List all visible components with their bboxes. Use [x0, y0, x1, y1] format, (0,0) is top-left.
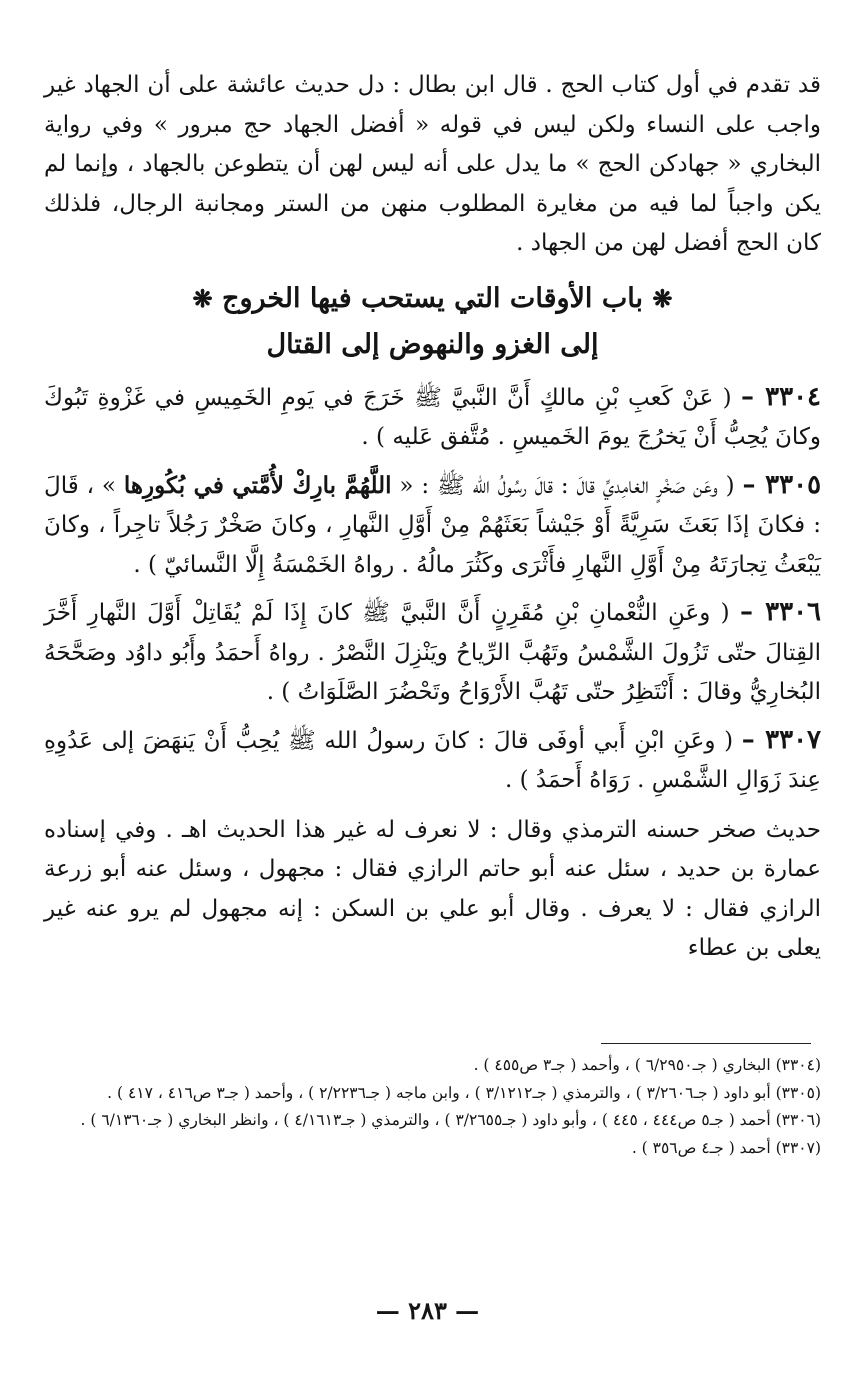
hadith-text: ( وعَن صَخْرٍ الغامِديِّ قالَ : قالَ رسُولُ الله ﷺ : « — [399, 472, 735, 499]
footnote: (٣٣٠٦) أحمد ( جـ٥ ص٤٤٤ ، ٤٤٥ ) ، وأبو داود ( جـ٣/٢٦٥٥ ) ، والترمذي ( جـ٤/١٦١٣ ) ، وانظر البخاري ( جـ٦/١٣٦٠ ) . — [80, 1111, 821, 1129]
footnote: (٣٣٠٥) أبو داود ( جـ٣/٢٦٠٦ ) ، والترمذي ( جـ٣/١٢١٢ ) ، وابن ماجه ( جـ٢/٢٢٣٦ ) ، وأحمد ( جـ٣ ص٤١٦ ، ٤١٧ ) . — [107, 1083, 821, 1102]
hadith-3304 — [44, 378, 821, 458]
footnote-divider — [601, 1043, 811, 1044]
chapter-title-line2: إلى الغزو والنهوض إلى القتال — [266, 328, 599, 360]
footnote: (٣٣٠٧) أحمد ( جـ٤ ص٣٥٦ ) . — [631, 1138, 821, 1157]
footnote: (٣٣٠٤) البخاري ( جـ٦/٢٩٥٠ ) ، وأحمد ( جـ٣ ص٤٥٥ ) . — [473, 1056, 821, 1074]
hadith-text: ( وعَنِ النُّعْمانِ بْنِ مُقَرِنٍ أَنَّ النَّبيَّ ﷺ كانَ إِذَا لَمْ يُقَاتِلْ أَوَّلَ النَّهارِ أَخَّرَ القِتالَ حتّى تَزُولَ الشَّمْسُ وتَهُبَّ الرِّياحُ ويَنْزِلَ النَّصْرُ . رواهُ أَحمَدُ وأَبُو داوُد وصَحَّحَهُ البُخارِيُّ وقالَ : أَنْتَظِرُ حتّى تَهُبَّ الأَرْوَاحُ وتَحْضُرَ الصَّلَوَاتُ ) . — [44, 600, 821, 705]
chapter-heading — [44, 276, 821, 368]
hadith-text: ( وعَنِ ابْنِ أَبي أوفَى قالَ : كانَ رسولُ الله ﷺ يُحِبُّ أَنْ يَنهَضَ إلى عَدُوِهِ عِندَ زَوَالِ الشَّمْسِ . رَوَاهُ أَحمَدُ ) . — [44, 727, 821, 793]
hadith-3306 — [44, 593, 821, 713]
hadith-text-continued: » ، قَالَ : فكانَ إذَا بَعَثَ سَرِيَّةً أَوْ جَيْشاً بَعَثَهُمْ مِنْ أَوَّلِ النَّهارِ ، وكانَ صَخْرٌ رَجُلاً تاجِراً ، وكانَ يَبْعَثُ تِجارَتَهُ مِنْ أَوَّلِ النَّهارِ فأَثْرَى وكَثُرَ مالُهُ . رواهُ الخَمْسَةُ إِلَّا النَّسائيّ ) . — [44, 472, 821, 578]
hadith-number: ٣٣٠٦ – — [740, 597, 821, 627]
chapter-title-line1: باب الأوقات التي يستحب فيها الخروج — [222, 282, 643, 314]
footnotes — [44, 1052, 821, 1162]
star-icon: ❋ — [192, 283, 213, 313]
hadith-text: ( عَنْ كَعبِ بْنِ مالكٍ أَنَّ النَّبيَّ ﷺ خَرَجَ في يَومِ الخَمِيسِ في غَزْوةِ تَبُوكَ وكانَ يُحِبُّ أَنْ يَخرُجَ يومَ الخَميسِ . مُتَّفق عَليه ) . — [44, 384, 821, 450]
hadith-3305 — [44, 466, 821, 586]
star-icon: ❋ — [652, 283, 673, 313]
hadith-number: ٣٣٠٧ – — [741, 724, 821, 755]
page-number: — ٢٨٣ — — [375, 1296, 480, 1325]
page-body — [44, 66, 821, 969]
intro-paragraph: قد تقدم في أول كتاب الحج . قال ابن بطال : دل حديث عائشة على أن الجهاد غير واجب على النساء ولكن ليس في قوله « أفضل الجهاد حج مبرور » وفي رواية البخاري « جهادكن الحج » ما يدل على أنه ليس لهن أن يتطوعن بالجهاد ، وإنما لم يكن واجباً لما فيه من مغايرة المطلوب منهن من الستر ومجانبة الرجال، فلذلك كان الحج أفضل لهن من الجهاد . — [44, 72, 821, 256]
commentary-paragraph: حديث صخر حسنه الترمذي وقال : لا نعرف له غير هذا الحديث اهـ . وفي إسناده عمارة بن حديد ، سئل عنه أبو حاتم الرازي فقال : مجهول ، وسئل عنه أبو زرعة الرازي فقال : لا يعرف . وقال أبو علي بن السكن : إنه مجهول لم يرو عنه غير يعلى بن عطاء — [44, 816, 821, 961]
hadith-3307 — [44, 721, 821, 801]
hadith-prophetic-words: اللَّهُمَّ بارِكْ لأُمَّتي في بُكُورِها — [123, 471, 392, 499]
hadith-number: ٣٣٠٥ – — [742, 469, 822, 500]
hadith-number: ٣٣٠٤ – — [741, 381, 821, 412]
